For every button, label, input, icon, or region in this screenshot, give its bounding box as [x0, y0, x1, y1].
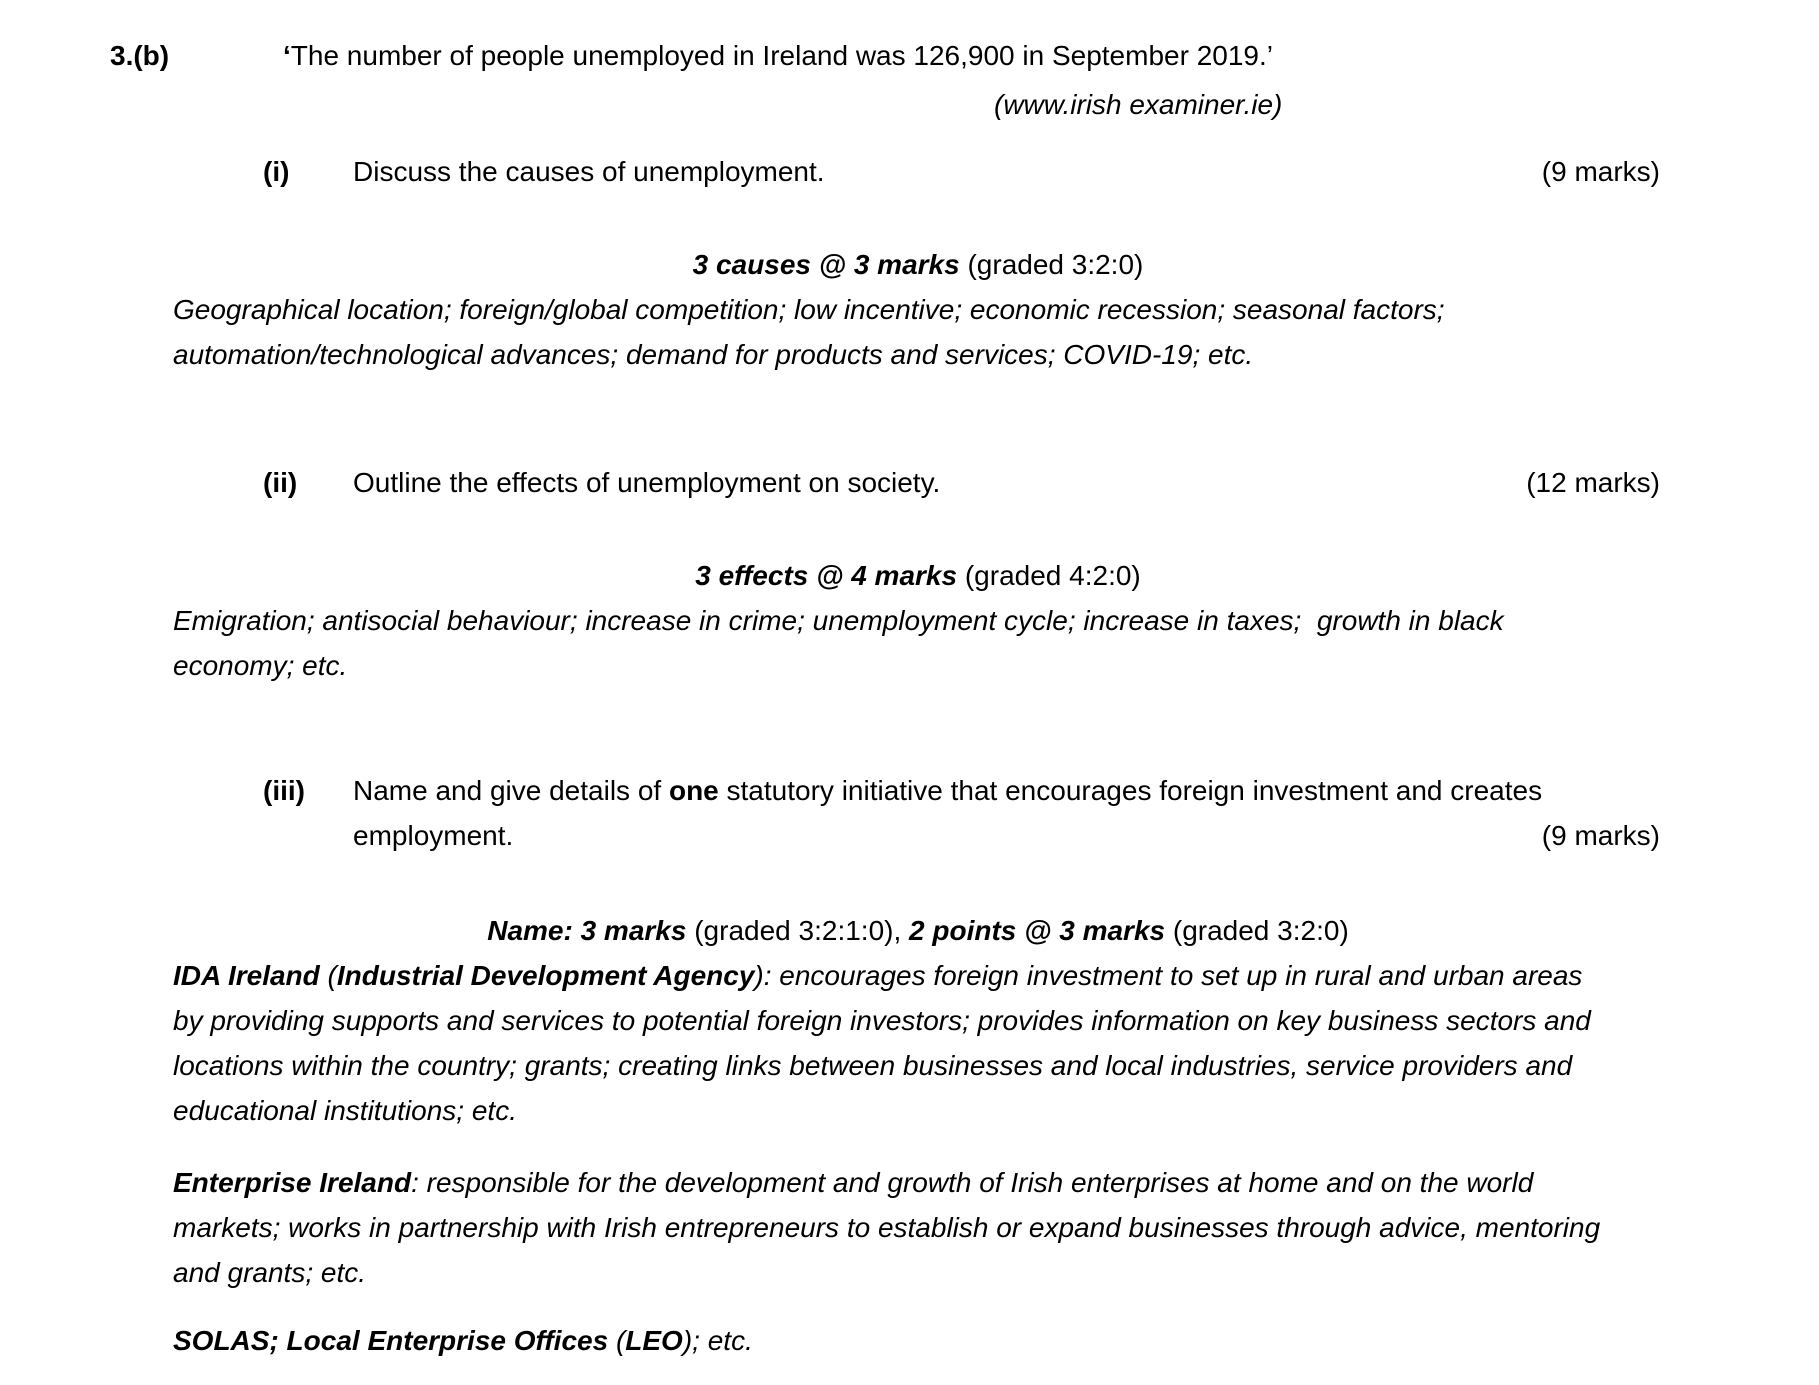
part-i-scheme-heading: 3 causes @ 3 marks (graded 3:2:0) [692, 249, 1144, 280]
part-ii-scheme-heading: 3 effects @ 4 marks (graded 4:2:0) [695, 560, 1141, 591]
part-ii-marks: (12 marks) [1526, 467, 1660, 498]
part-iii-answer-enterprise-ireland: Enterprise Ireland: responsible for the development and growth of Irish enterprises at home and on the world markets; works in partnership with Irish entrepreneurs to establish or expand businesses through advice, mentoring and grants; etc. [173, 1167, 1608, 1288]
quote-source: (www.irish examiner.ie) [994, 89, 1283, 120]
part-ii-marker: (ii) [263, 467, 298, 498]
part-ii-question-row [263, 460, 1660, 505]
part-i-marks: (9 marks) [1541, 156, 1660, 187]
question-header [110, 33, 1660, 78]
part-i-marker: (i) [263, 156, 290, 187]
question-quote: ‘The number of people unemployed in Ireland was 126,900 in September 2019.’ [283, 40, 1273, 71]
part-iii-answer-solas-leo: SOLAS; Local Enterprise Offices (LEO); etc. [173, 1325, 753, 1356]
part-ii-question: Outline the effects of unemployment on society. [353, 467, 941, 498]
part-iii-marker: (iii) [263, 775, 305, 806]
part-ii-answer: Emigration; antisocial behaviour; increase in crime; unemployment cycle; increase in taxes; growth in black economy; etc. [173, 605, 1512, 681]
part-i-question: Discuss the causes of unemployment. [353, 156, 825, 187]
part-iii-scheme-heading: Name: 3 marks (graded 3:2:1:0), 2 points @ 3 marks (graded 3:2:0) [487, 915, 1349, 946]
part-i-answer: Geographical location; foreign/global competition; low incentive; economic recession; seasonal factors; automation/technological advances; demand for products and services; COVID-19; etc. [173, 294, 1453, 370]
question-number: 3.(b) [110, 40, 170, 71]
part-iii-marks: (9 marks) [1541, 820, 1660, 851]
part-iii-question-row [263, 768, 1660, 858]
part-iii-answer-ida-ireland: IDA Ireland (Industrial Development Agency): encourages foreign investment to set up in rural and urban areas by providing supports and services to potential foreign investors; provides information on key business sectors and locations within the country; grants; creating links between businesses and local industries, service providers and educational institutions; etc. [173, 960, 1599, 1126]
part-iii-question: Name and give details of one statutory initiative that encourages foreign investment and creates employment. [353, 775, 1543, 851]
part-i-question-row [263, 149, 1660, 194]
